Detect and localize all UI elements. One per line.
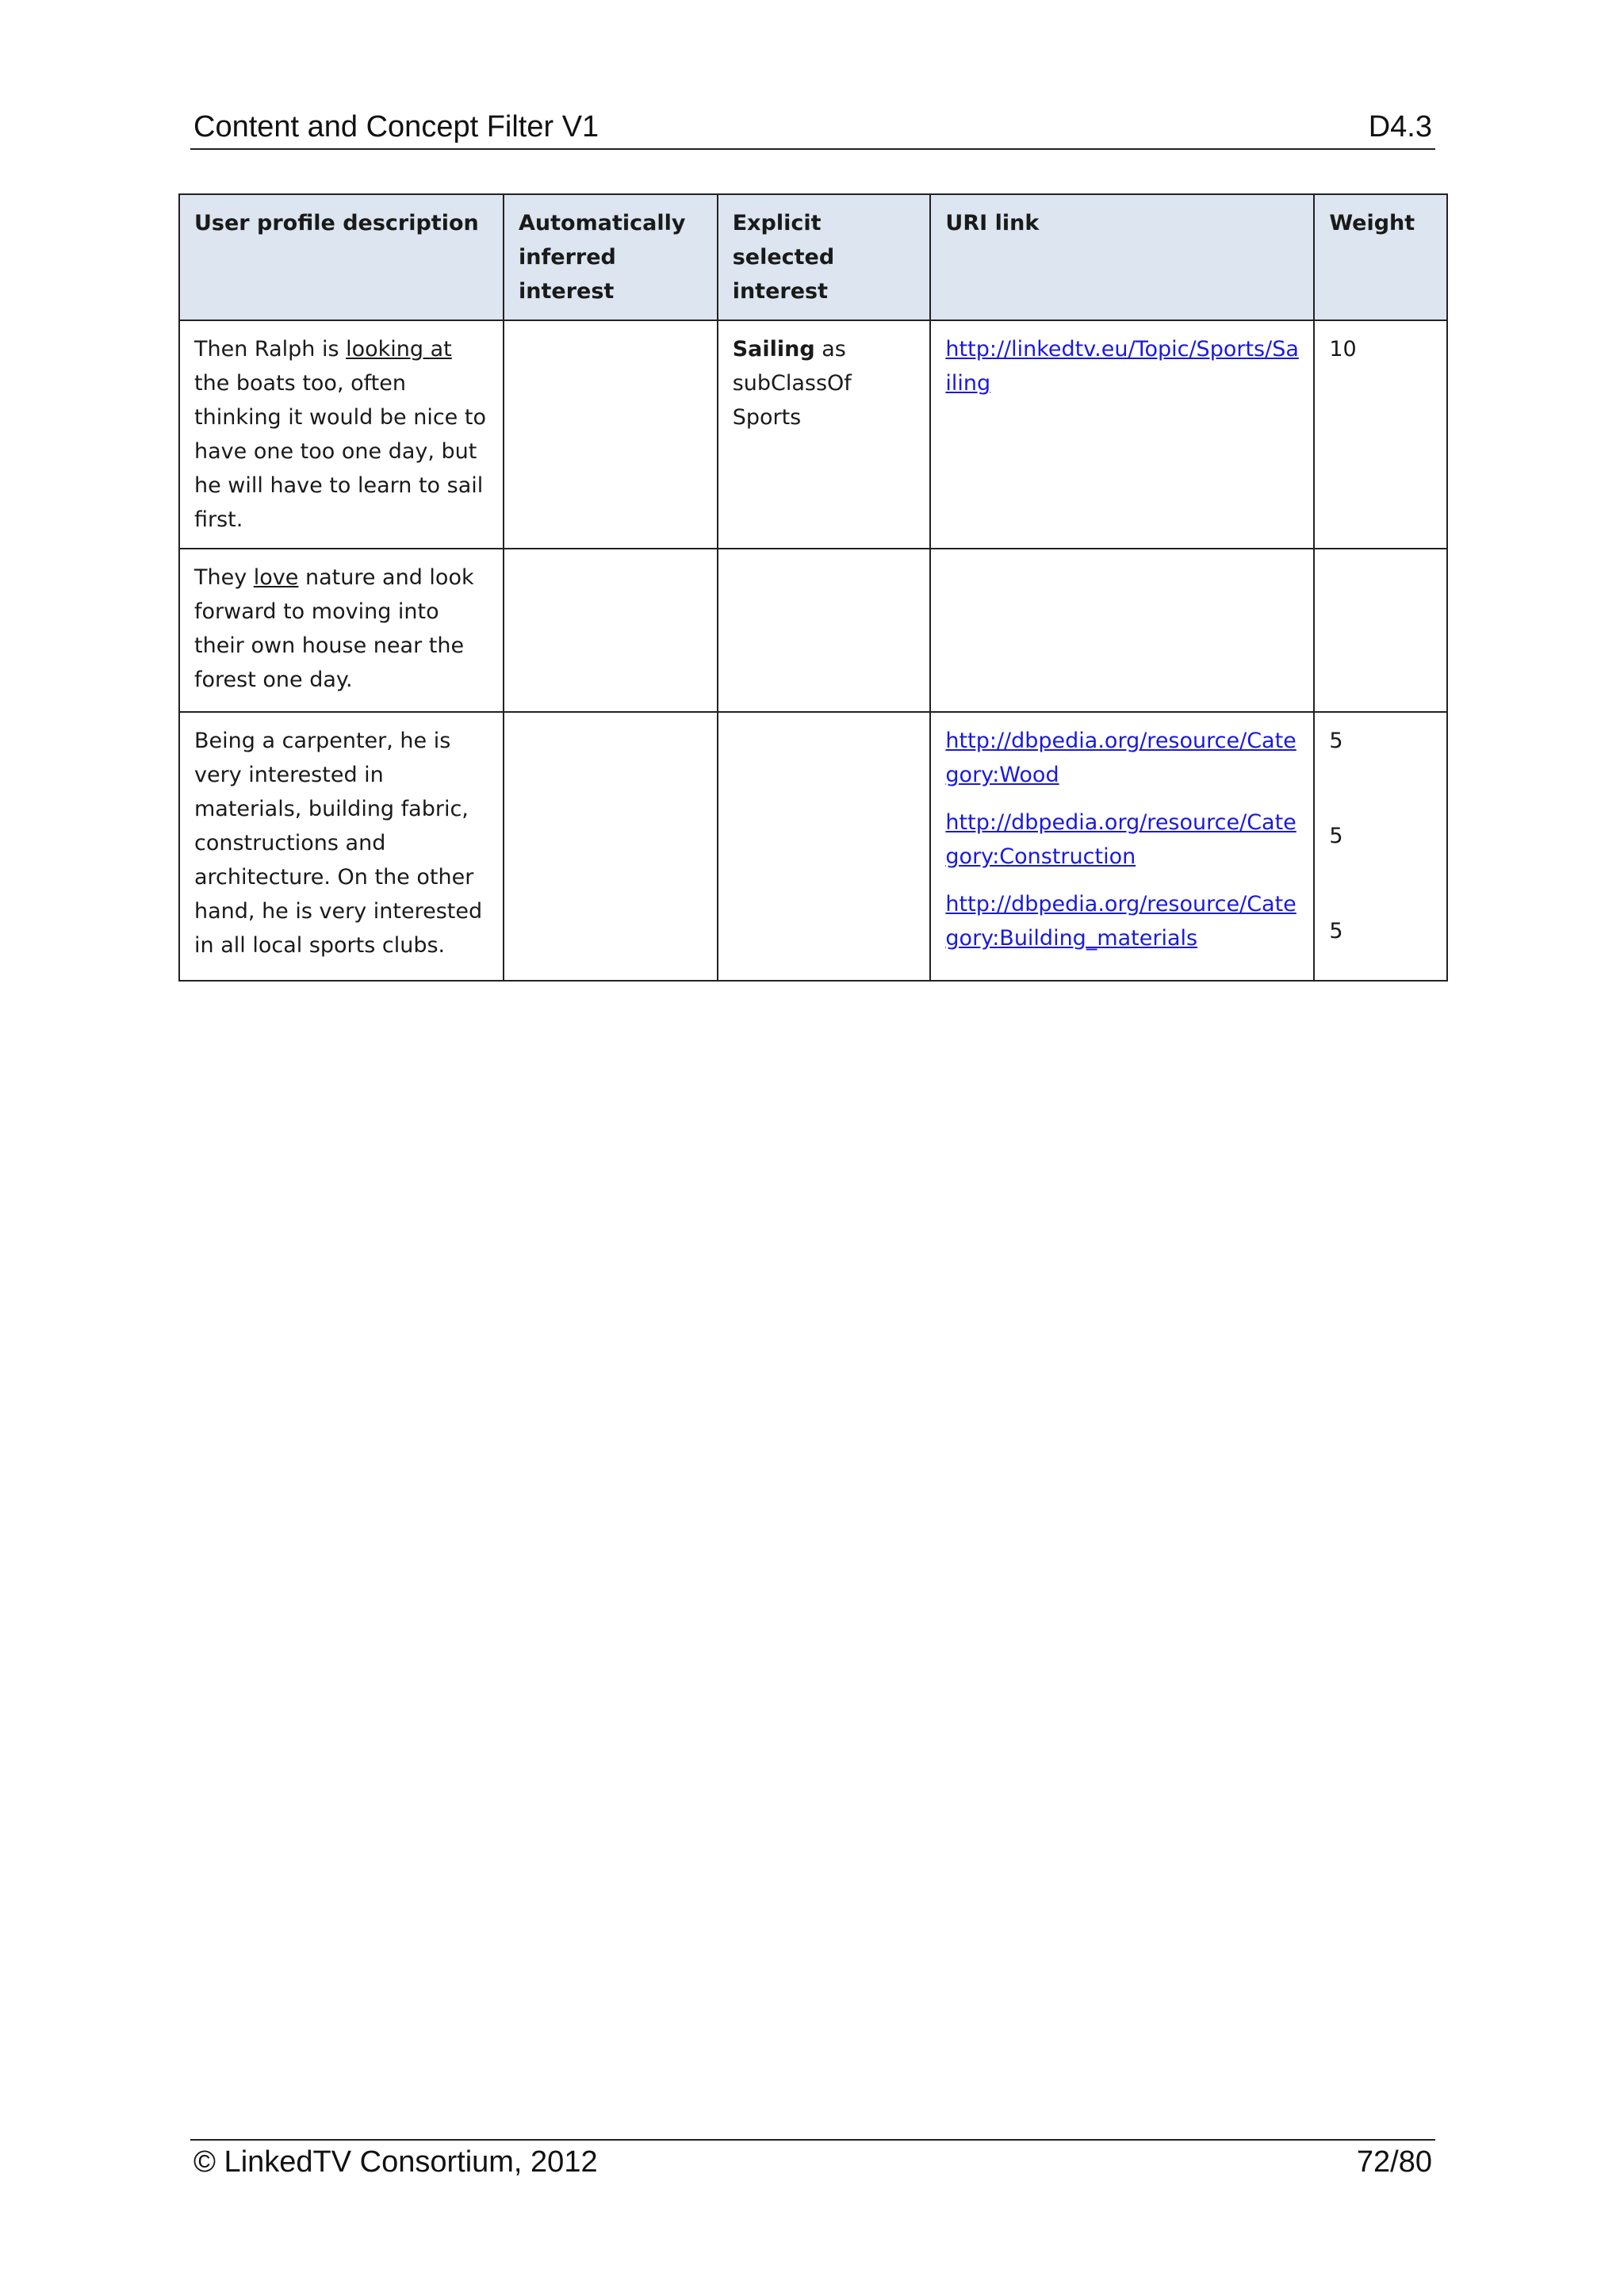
weight-cell: 10 (1314, 320, 1447, 549)
inferred-cell (504, 549, 718, 712)
description-cell (179, 320, 504, 549)
inferred-cell (504, 712, 718, 981)
document-id: D4.3 (1368, 110, 1432, 144)
column-header-explicit: Explicit selected interest (718, 194, 931, 320)
column-header-description: User profile description (179, 194, 504, 320)
uri-link[interactable]: http://dbpedia.org/resource/Category:Wood (945, 729, 1297, 787)
uri-link[interactable]: http://dbpedia.org/resource/Category:Building_materials (945, 892, 1297, 951)
weight-value: 5 (1329, 824, 1343, 848)
copyright-notice: © LinkedTV Consortium, 2012 (193, 2145, 598, 2179)
table-row (179, 549, 1447, 712)
table-header-row (179, 194, 1447, 320)
column-header-inferred: Automatically inferred interest (504, 194, 718, 320)
weight-value: 5 (1329, 919, 1343, 943)
description-text: the boats too, often thinking it would be nice to have one too one day, but he will have to learn to sail first. (194, 371, 486, 532)
page-header (190, 107, 1435, 150)
document-title: Content and Concept Filter V1 (193, 110, 599, 144)
weight-cell (1314, 549, 1447, 712)
explicit-cell (718, 712, 931, 981)
description-underlined: love (253, 565, 299, 590)
uri-cell (930, 320, 1314, 549)
uri-link[interactable]: http://linkedtv.eu/Topic/Sports/Sailing (945, 337, 1299, 396)
user-profile-table (178, 193, 1448, 982)
uri-link[interactable]: http://dbpedia.org/resource/Category:Construction (945, 810, 1297, 869)
table-row (179, 320, 1447, 549)
table-row (179, 712, 1447, 981)
uri-cell (930, 712, 1314, 981)
explicit-interest-name: Sailing (732, 337, 815, 362)
weight-value: 5 (1329, 729, 1343, 753)
page-footer (190, 2139, 1435, 2180)
description-cell: Being a carpenter, he is very interested in materials, building fabric, constructions and architecture. On the other hand, he is very interested in all local sports clubs. (179, 712, 504, 981)
description-cell (179, 549, 504, 712)
explicit-cell (718, 320, 931, 549)
weight-cell (1314, 712, 1447, 981)
description-underlined: looking at (346, 337, 452, 362)
description-text: Then Ralph is (194, 337, 347, 362)
description-text: They (194, 565, 254, 590)
explicit-cell (718, 549, 931, 712)
uri-cell (930, 549, 1314, 712)
page-number: 72/80 (1356, 2145, 1432, 2179)
column-header-uri: URI link (930, 194, 1314, 320)
description-text: nature and look forward to moving into their own house near the forest one day. (194, 565, 474, 692)
explicit-interest-rest: as subClassOf Sports (732, 337, 852, 430)
inferred-cell (504, 320, 718, 549)
column-header-weight: Weight (1314, 194, 1447, 320)
